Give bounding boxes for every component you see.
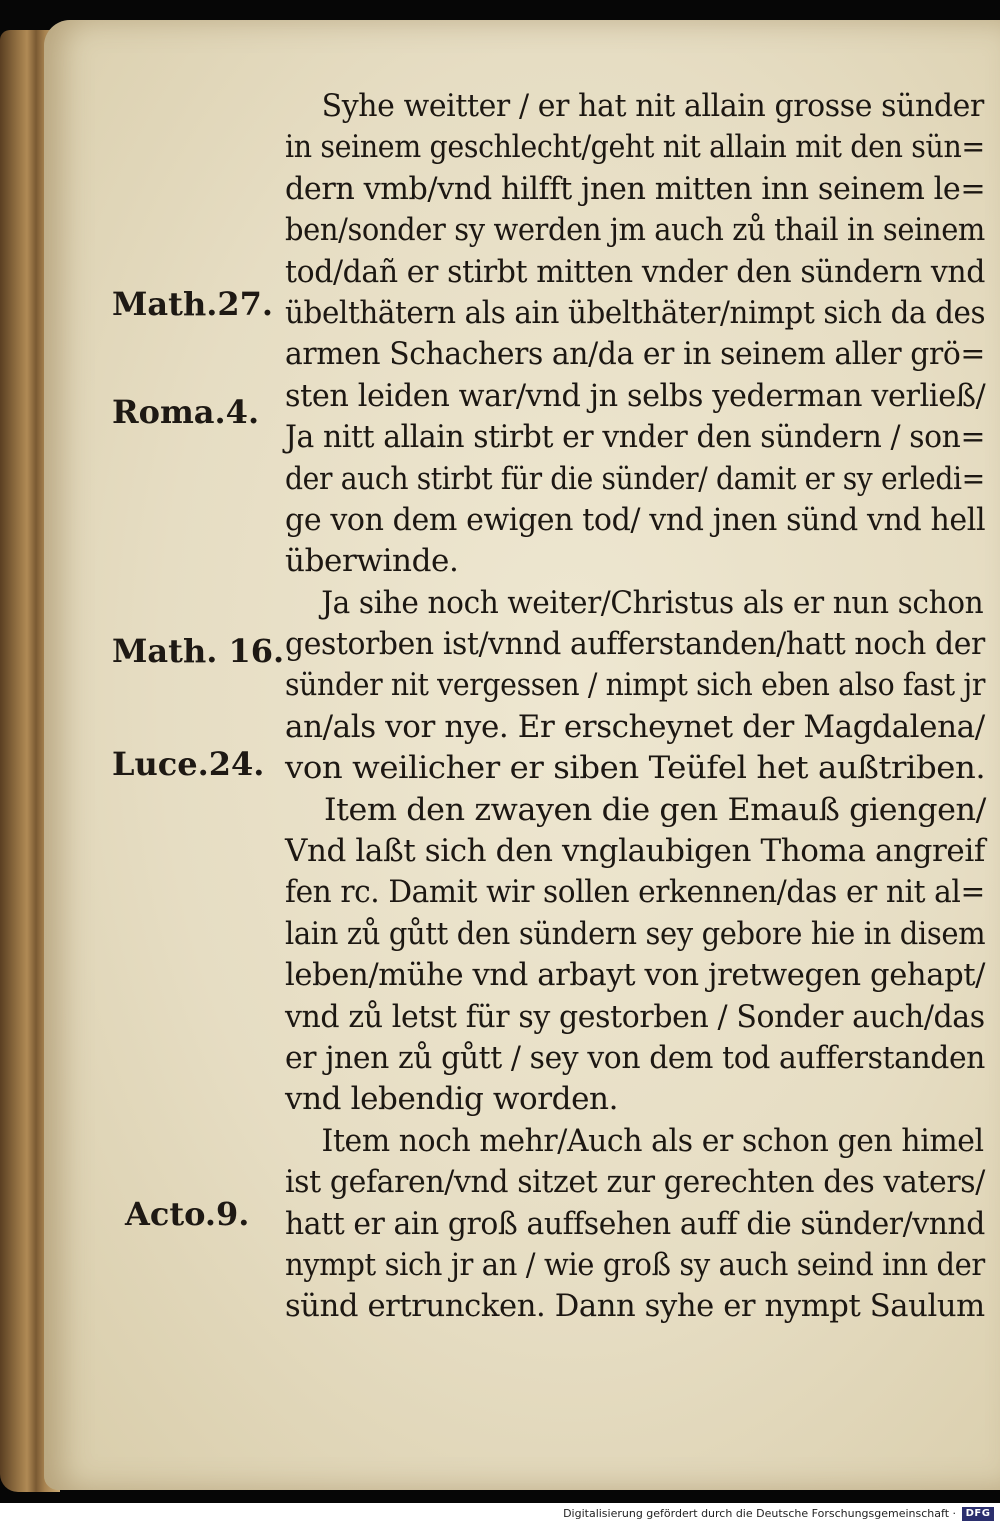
text-line: der auch stirbt für die sünder/ damit er sy erledi=	[285, 460, 985, 497]
text-line: tod/dañ er stirbt mitten vnder den sündern vnd	[285, 253, 986, 290]
funding-credit: Digitalisierung gefördert durch die Deutsche Forschungsgemeinschaft ·	[563, 1507, 956, 1520]
text-line: nympt sich jr an / wie groß sy auch seind inn der	[285, 1246, 985, 1283]
margin-note-math16: Math. 16.	[112, 632, 285, 670]
text-line: dern vmb/vnd hilfft jnen mitten inn seinem le=	[285, 170, 986, 207]
text-line: überwinde.	[285, 543, 459, 580]
margin-note-roma4: Roma.4.	[112, 393, 260, 431]
text-line: an/als vor nye. Er erscheynet der Magdalena/	[285, 708, 985, 745]
text-line: sünd ertruncken. Dann syhe er nympt Saulum	[285, 1288, 985, 1325]
text-line: vnd zů letst für sy gestorben / Sonder auch/das	[285, 998, 985, 1035]
margin-note-luce24: Luce.24.	[112, 745, 265, 783]
text-line: Vnd laßt sich den vnglaubigen Thoma angreif	[285, 833, 985, 870]
body-text	[285, 86, 985, 1328]
text-line: gestorben ist/vnnd aufferstanden/hatt noch der	[285, 626, 985, 663]
text-line: in seinem geschlecht/geht nit allain mit den sün=	[285, 129, 985, 166]
text-line: armen Schachers an/da er in seinem aller grö=	[285, 336, 985, 373]
text-line: übelthätern als ain übelthäter/nimpt sich da des	[285, 294, 986, 331]
text-line: Ja sihe noch weiter/Christus als er nun schon	[321, 584, 984, 621]
margin-note-acto9: Acto.9.	[125, 1195, 250, 1233]
text-line: sten leiden war/vnd jn selbs yederman verließ/	[285, 377, 986, 414]
footer-bar	[0, 1503, 1000, 1525]
text-line: Ja nitt allain stirbt er vnder den sündern / son=	[285, 419, 986, 456]
text-line: sünder nit vergessen / nimpt sich eben also fast jr	[285, 667, 986, 704]
text-line: von weilicher er siben Teüfel het außtriben.	[285, 750, 986, 787]
margin-note-math27: Math.27.	[112, 285, 274, 323]
text-line: Item den zwayen die gen Emauß giengen/	[323, 791, 986, 828]
text-line: ge von dem ewigen tod/ vnd jnen sünd vnd hell	[285, 501, 986, 538]
text-line: hatt er ain groß auffsehen auff die sünder/vnnd	[285, 1205, 985, 1242]
text-line: Syhe weitter / er hat nit allain grosse sünder	[321, 88, 984, 124]
text-line: vnd lebendig worden.	[285, 1081, 619, 1118]
text-line: Item noch mehr/Auch als er schon gen himel	[321, 1122, 984, 1159]
text-line: ben/sonder sy werden jm auch zů thail in seinem	[285, 212, 985, 249]
text-line: ist gefaren/vnd sitzet zur gerechten des vaters/	[285, 1164, 985, 1201]
text-line: leben/mühe vnd arbayt von jretwegen gehapt/	[285, 957, 986, 994]
text-line: fen rc. Damit wir sollen erkennen/das er nit al=	[285, 874, 985, 911]
text-line: lain zů gůtt den sündern sey gebore hie in disem	[285, 915, 986, 952]
text-line: er jnen zů gůtt / sey von dem tod aufferstanden	[285, 1039, 985, 1076]
dfg-logo: DFG	[962, 1507, 994, 1521]
